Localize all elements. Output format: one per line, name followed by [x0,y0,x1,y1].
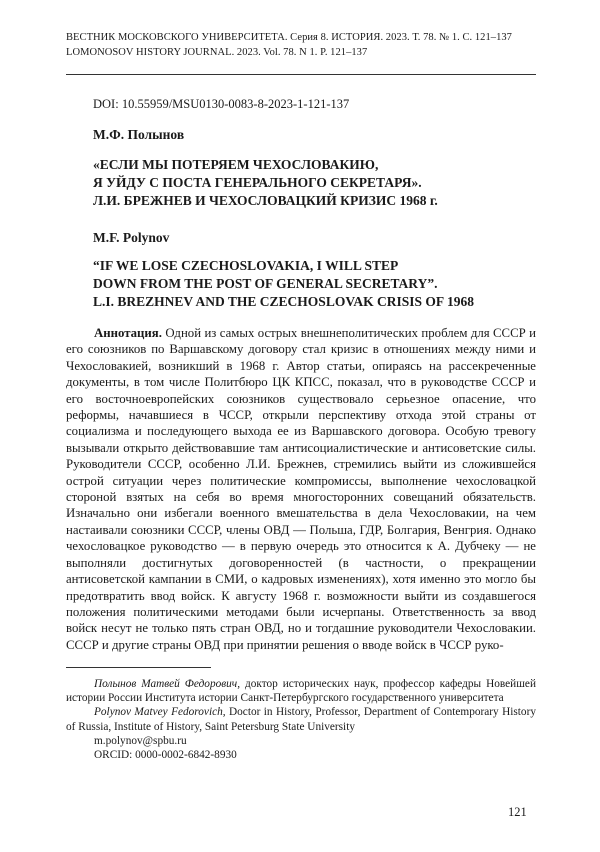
header-rule [66,74,536,75]
author-footnotes [66,677,536,762]
title-ru-line: Я УЙДУ С ПОСТА ГЕНЕРАЛЬНОГО СЕКРЕТАРЯ». [93,175,422,190]
author-ru: М.Ф. Полынов [93,127,185,142]
journal-line-ru: ВЕСТНИК МОСКОВСКОГО УНИВЕРСИТЕТА. Серия 8. ИСТОРИЯ. 2023. Т. 78. № 1. С. 121–137 [66,32,512,43]
page-number: 121 [508,805,527,819]
author-email[interactable]: m.polynov@spbu.ru [94,734,187,747]
footnote-ru [66,677,536,705]
footnote-en [66,705,536,733]
journal-header [66,30,536,60]
doi: DOI: 10.55959/MSU0130-0083-8-2023-1-121-137 [93,97,350,111]
author-en: M.F. Polynov [93,230,170,245]
footnote-ru-affiliation: доктор исторических наук, профессор кафедры Новейшей истории России Института истории Санкт-Петербургского государственного университета [66,678,536,705]
journal-line-en: LOMONOSOV HISTORY JOURNAL. 2023. Vol. 78. N 1. P. 121–137 [66,47,368,58]
footnote-en-affiliation: Doctor in History, Professor, Department of Contemporary History of Russia, Institute of History, Saint Petersburg State University [66,706,536,733]
abstract-text: Одной из самых острых внешнеполитических проблем для СССР и его союзников по Варшавскому договору стал кризис в отношениях между ними и Чехословакией, возникший в 1968 г. Автор статьи, опираясь на рассекреченные документы, в том числе Политбюро ЦК КПСС, показал, что в руководстве СССР и его восточноевропейских союзников существовало серьезное опасение, что реформы, начавшиеся в ЧССР, открыли перспективу отхода этой страны от социализма и последующего выхода ее из Варшавского договора. Особую тревогу вызывали открыто действовавшие там антисоциалистические и антисоветские силы. Руководители СССР, особенно Л.И. Брежнев, стремились выйти из сложившейся острой ситуации через политические компромиссы, выполнение чехословацкой стороной взятых на себя во время многосторонних совещаний обязательств. Изначально они избегали военного вмешательства в дела Чехословакии, на чем настаивали союзники СССР, члены ОВД — Польша, ГДР, Болгария, Венгрия. Однако чехословацкое руководство — в первую очередь это относится к А. Дубчеку — не выполняли достигнутых договоренностей (в частности, о прекращении антисоветской кампании в СМИ, о кадровых изменениях), хотя именно это могло бы предотвратить ввод войск. К августу 1968 г. возможности выйти из создавшегося положения политическими методами были исчерпаны. Ответственность за ввод войск несут не только пять стран ОВД, но и тогдашние руководители Чехословакии. СССР и другие страны ОВД при принятии решения о вводе войск в ЧССР руко- [66,326,537,652]
author-orcid: ORCID: 0000-0002-6842-8930 [94,749,237,762]
footnote-ru-name: Полынов Матвей Федорович, [94,678,241,690]
title-en-line: DOWN FROM THE POST OF GENERAL SECRETARY”. [93,276,438,291]
abstract [66,325,536,653]
title-en-line: L.I. BREZHNEV AND THE CZECHOSLOVAK CRISIS OF 1968 [93,294,474,309]
abstract-label: Аннотация. [94,326,162,340]
title-ru-line: Л.И. БРЕЖНЕВ И ЧЕХОСЛОВАЦКИЙ КРИЗИС 1968 г. [93,193,438,208]
title-ru [93,156,533,210]
title-en-line: “IF WE LOSE CZECHOSLOVAKIA, I WILL STEP [93,258,399,273]
title-en [93,257,533,311]
title-ru-line: «ЕСЛИ МЫ ПОТЕРЯЕМ ЧЕХОСЛОВАКИЮ, [93,157,379,172]
footnote-en-name: Polynov Matvey Fedorovich, [94,706,226,719]
footnote-rule [66,667,211,668]
